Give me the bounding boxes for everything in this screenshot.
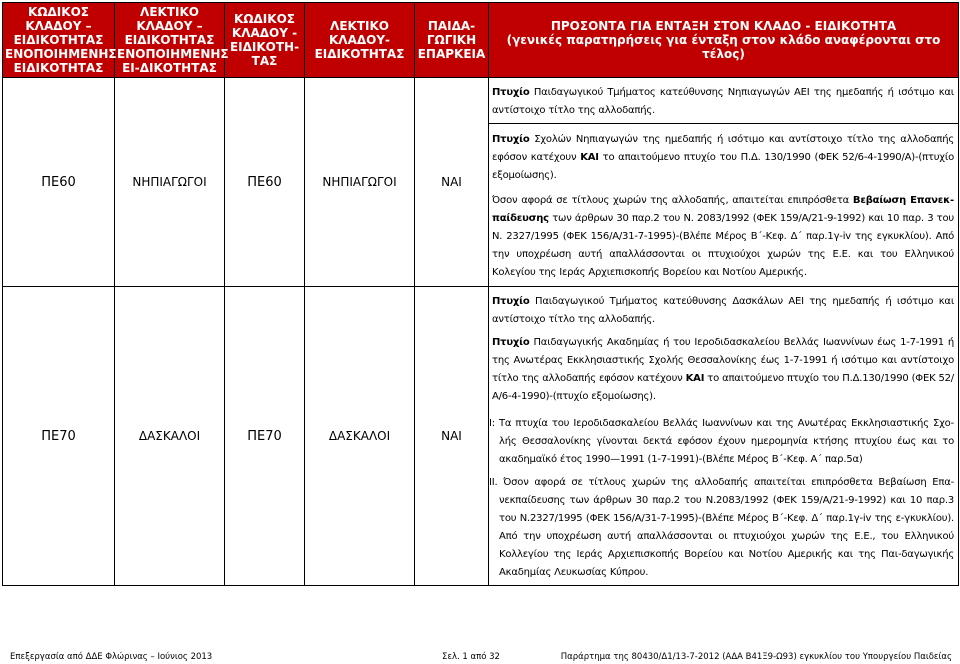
qualification-emphasis: ΚΑΙ [685, 373, 705, 384]
cell-label: ΔΑΣΚΑΛΟΙ [115, 287, 225, 586]
cell-qualifications [489, 287, 959, 586]
qualification-text: το απαιτούμενο πτυχίο του Π.Δ.130/1990 (ΦΕΚ 52/Α/6-4-1990)-(πτυχίο εξομοίωσης). [492, 373, 954, 402]
qualification-emphasis: ΚΑΙ [580, 152, 599, 163]
header-specialty-code: ΚΩΔΙΚΟΣ ΚΛΑΔΟΥ - ΕΙΔΙΚΟΤΗ-ΤΑΣ [225, 3, 305, 78]
cell-competence: ΝΑΙ [415, 78, 489, 287]
qualification-text: το απαιτούμενο πτυχίο του Π.Δ. 130/1990 (ΦΕΚ 52/6-4-1990/Α)-(πτυχίο εξομοίωσης). [492, 152, 954, 181]
cell-competence: ΝΑΙ [415, 287, 489, 586]
table-row-pe60 [3, 78, 959, 287]
cell-code: ΠΕ60 [3, 78, 115, 287]
qualification-text: Παιδαγωγικού Τμήματος κατεύθυνσης Νηπιαγωγών ΑΕΙ της ημεδαπής ή ισότιμο και αντίστοιχο τίτλο της αλλοδαπής. [492, 87, 954, 116]
qualification-text: των άρθρων 30 παρ.2 του Ν. 2083/1992 (ΦΕΚ 159/Α/21-9-1992) και 10 παρ. 3 του Ν. 2327/1995 (ΦΕΚ 156/Α/31-7-1995)-(Βλέπε Μέρος Β΄-Κεφ. Δ΄ παρ.1γ-iv της εγκυκλίου). Από την υποχρέωση αυτή απαλλάσσονται οι πτυχιούχοι χωρών της Ε.Ε. και του Ελληνικού Κολεγίου της Ιεράς Αρχιεπισκοπής Βορείου και Νοτίου Αμερικής. [492, 213, 954, 278]
cell-code2: ΠΕ70 [225, 287, 305, 586]
qualification-item [489, 78, 958, 123]
qualification-item [489, 287, 958, 332]
header-branch-label: ΛΕΚΤΙΚΟ ΚΛΑΔΟΥ – ΕΙΔΙΚΟΤΗΤΑΣ ΕΝΟΠΟΙΗΜΕΝΗΣ ΕΙ-ΔΙΚΟΤΗΤΑΣ [115, 3, 225, 78]
footer-right: Παράρτημα της 80430/Δ1/13-7-2012 (ΑΔΑ Β41Ξ9-Ω93) εγκυκλίου του Υπουργείου Παιδείας [560, 652, 952, 662]
qualification-text: Όσον αφορά σε τίτλους χωρών της αλλοδαπής, απαιτείται επιπρόσθετα [492, 195, 850, 206]
qualification-item [489, 332, 958, 409]
qualification-lead: Πτυχίο [492, 87, 530, 98]
header-branch-code: ΚΩΔΙΚΟΣ ΚΛΑΔΟΥ – ΕΙΔΙΚΟΤΗΤΑΣ ΕΝΟΠΟΙΗΜΕΝΗΣ ΕΙΔΙΚΟΤΗΤΑΣ [3, 3, 115, 78]
qualification-lead: Πτυχίο [492, 337, 530, 348]
header-qualifications [489, 3, 959, 78]
qualification-note-i: I: Τα πτυχία του Ιεροδιδασκαλείου Βελλάς Ιωαννίνων και της Ανωτέρας Εκκλησιαστικής Σχο-λής Θεσσαλονίκης γίνονται δεκτά εφόσον έχουν ημερομηνία κτήσης πτυχίου έως και το ακαδημαϊκό έτος 1990—1991 (1-7-1991)-(Βλέπε Μέρος Β΄-Κεφ. Α΄ παρ.5α) [489, 418, 954, 465]
qualification-item [489, 123, 958, 188]
table-row-pe70 [3, 287, 959, 586]
cell-qualifications [489, 78, 959, 287]
cell-code2: ΠΕ60 [225, 78, 305, 287]
header-pedagogical-competence: ΠΑΙΔΑ-ΓΩΓΙΚΗ ΕΠΑΡΚΕΙΑ [415, 3, 489, 78]
qualification-text: Παιδαγωγικού Τμήματος κατεύθυνσης Δασκάλων ΑΕΙ της ημεδαπής ή ισότιμο και αντίστοιχο τίτλο της αλλοδαπής. [492, 296, 954, 325]
qualification-lead: Πτυχίο [492, 296, 530, 307]
qualification-emphasis: Βεβαίωση Επανεκ-παίδευσης [492, 195, 954, 224]
qualification-lead: Πτυχίο [492, 134, 530, 145]
footer-page-number: Σελ. 1 από 32 [442, 652, 500, 662]
qualification-text: Παιδαγωγικής Ακαδημίας ή του Ιεροδιδασκαλείου Βελλάς Ιωαννίνων έως 1-7-1991 ή της Ανωτέρας Εκκλησιαστικής Σχολής Θεσσαλονίκης έως 1-7-1991 ή ισότιμο και αντίστοιχο τίτλο της αλλοδαπής εφόσον κατέχουν [492, 337, 954, 384]
cell-label2: ΝΗΠΙΑΓΩΓΟΙ [305, 78, 415, 287]
qualification-note-ii: II. Όσον αφορά σε τίτλους χωρών της αλλοδαπής απαιτείται επιπρόσθετα Βεβαίωση Επα-νεκπαίδευσης των άρθρων 30 παρ.2 του Ν.2083/1992 (ΦΕΚ 159/Α/21-9-1992) και 10 παρ.3 του Ν.2327/1995 (ΦΕΚ 156/Α/31-7-1995)-(Βλέπε Μέρος Β΄-Κεφ. Δ΄ παρ.1γ-iv της ε-γκυκλίου). Από την υποχρέωση αυτή απαλλάσσονται οι πτυχιούχοι χωρών της Ε.Ε., του Ελληνικού Κολλεγίου της Ιεράς Αρχιεπισκοπής Βορείου και Νοτίου Αμερικής και της Παι-δαγωγικής Ακαδημίας Λευκωσίας Κύπρου. [489, 477, 954, 578]
header-specialty-label: ΛΕΚΤΙΚΟ ΚΛΑΔΟΥ-ΕΙΔΙΚΟΤΗΤΑΣ [305, 3, 415, 78]
cell-label: ΝΗΠΙΑΓΩΓΟΙ [115, 78, 225, 287]
qualifications-table [2, 2, 959, 586]
header-row [3, 3, 959, 78]
cell-label2: ΔΑΣΚΑΛΟΙ [305, 287, 415, 586]
header-qualifications-note: (γενικές παρατηρήσεις για ένταξη στον κλάδο αναφέρονται στο τέλος) [506, 33, 941, 61]
qualification-item [489, 188, 958, 286]
footer-left: Επεξεργασία από ΔΔΕ Φλώρινας – Ιούνιος 2013 [10, 652, 213, 662]
header-qualifications-title: ΠΡΟΣΟΝΤΑ ΓΙΑ ΕΝΤΑΞΗ ΣΤΟΝ ΚΛΑΔΟ - ΕΙΔΙΚΟΤΗΤΑ [550, 19, 897, 33]
cell-code: ΠΕ70 [3, 287, 115, 586]
qualification-text: Σχολών Νηπιαγωγών της ημεδαπής ή ισότιμο και αντίστοιχο τίτλο της αλλοδαπής εφόσον κατέχουν [492, 134, 954, 163]
